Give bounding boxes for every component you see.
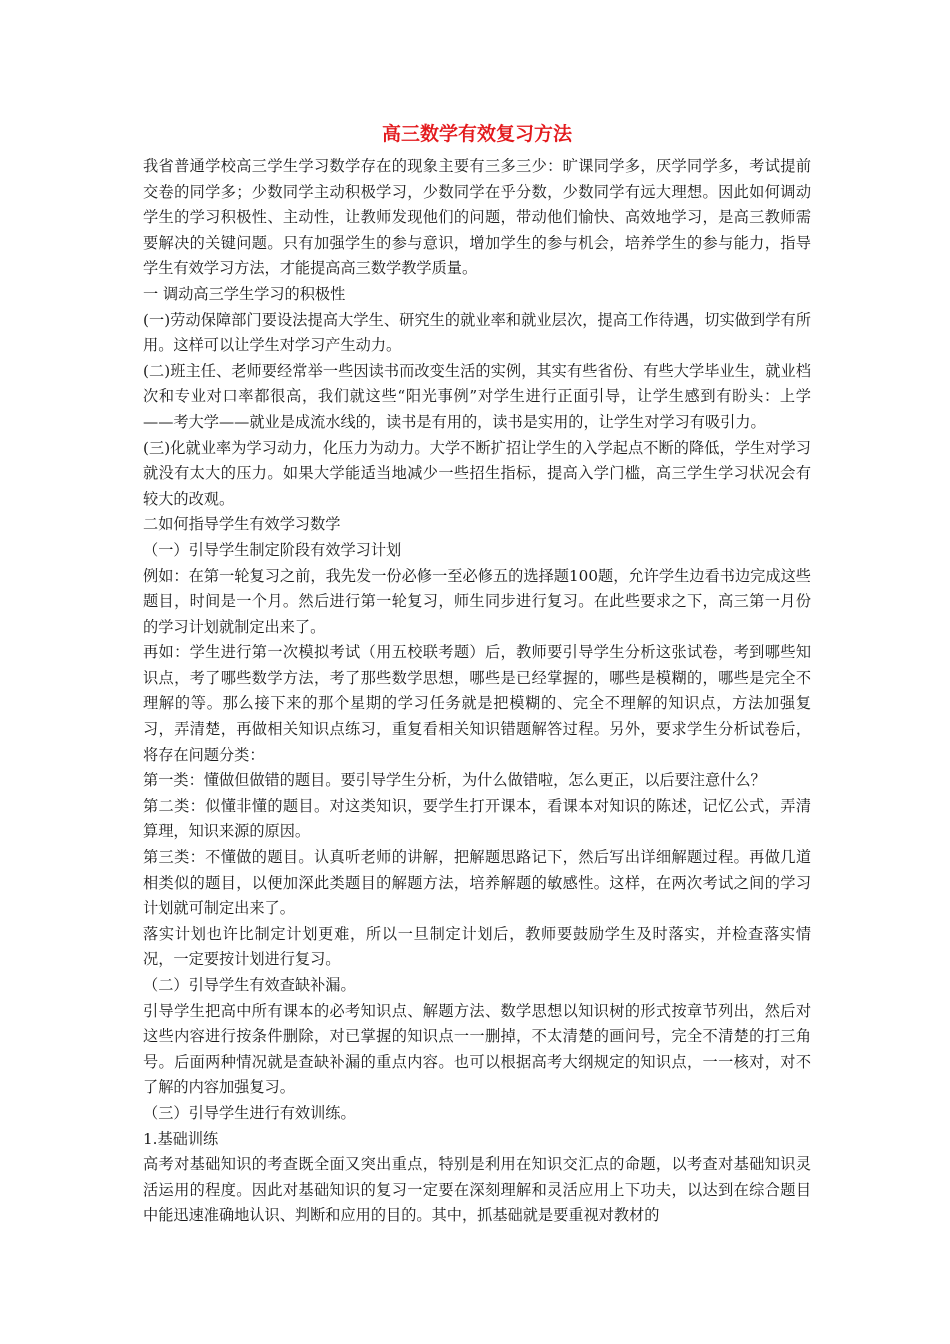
section-heading-1: 一 调动高三学生学习的积极性	[143, 284, 346, 303]
paragraph-2-1-a: 例如：在第一轮复习之前，我先发一份必修一至必修五的选择题100题，允许学生边看书边完成这些题目，时间是一个月。然后进行第一轮复习，师生同步进行复习。在此些要求之下，高三第一月份的学习计划就制定出来了。	[143, 566, 811, 636]
paragraph-2-1-c: 落实计划也许比制定计划更难，所以一旦制定计划后，教师要鼓励学生及时落实，并检查落实情况，一定要按计划进行复习。	[143, 924, 811, 969]
subheading-2-2: （二）引导学生有效查缺补漏。	[143, 976, 356, 994]
numbered-heading-1: 1.基础训练	[143, 1129, 219, 1148]
subheading-2-3: （三）引导学生进行有效训练。	[143, 1103, 356, 1122]
document-title: 高三数学有效复习方法	[381, 123, 572, 145]
paragraph-2-3-1: 高考对基础知识的考查既全面又突出重点，特别是利用在知识交汇点的命题，以考查对基础知识灵活运用的程度。因此对基础知识的复习一定要在深刻理解和灵活应用上下功夫，以达到在综合题目中能迅速准确地认识、判断和应用的目的。其中，抓基础就是要重视对教材的	[143, 1155, 811, 1225]
document-page	[143, 118, 811, 1229]
subheading-2-1: （一）引导学生制定阶段有效学习计划	[143, 540, 402, 559]
paragraph-1-2: (二)班主任、老师要经常举一些因读书而改变生活的实例，其实有些省份、有些大学毕业生，就业档次和专业对口率都很高，我们就这些“阳光事例”对学生进行正面引导，让学生感到有盼头：上学——考大学——就业是成流水线的，读书是有用的，读书是实用的，让学生对学习有吸引力。	[143, 361, 811, 431]
paragraph-2-1-b: 再如：学生进行第一次模拟考试（用五校联考题）后，教师要引导学生分析这张试卷，考到哪些知识点，考了哪些数学方法，考了那些数学思想，哪些是已经掌握的，哪些是模糊的，哪些是完全不理解的等。那么接下来的那个星期的学习任务就是把模糊的、完全不理解的知识点，方法加强复习，弄清楚，再做相关知识点练习，重复看相关知识错题解答过程。另外，要求学生分析试卷后，将存在问题分类：	[143, 643, 811, 764]
section-heading-2: 二如何指导学生有效学习数学	[143, 515, 341, 534]
paragraph-1-1: (一)劳动保障部门要设法提高大学生、研究生的就业率和就业层次，提高工作待遇，切实做到学有所用。这样可以让学生对学习产生动力。	[143, 310, 811, 355]
paragraph-1-3: (三)化就业率为学习动力，化压力为动力。大学不断扩招让学生的入学起点不断的降低，学生对学习就没有太大的压力。如果大学能适当地减少一些招生指标，提高入学门槛，高三学生学习状况会有较大的改观。	[143, 438, 811, 508]
category-3: 第三类：不懂做的题目。认真听老师的讲解，把解题思路记下，然后写出详细解题过程。再做几道相类似的题目，以便加深此类题目的解题方法，培养解题的敏感性。这样，在两次考试之间的学习计划就可制定出来了。	[143, 848, 811, 918]
category-1: 第一类：懂做但做错的题目。要引导学生分析，为什么做错啦，怎么更正，以后要注意什么？	[143, 771, 766, 790]
paragraph-2-2: 引导学生把高中所有课本的必考知识点、解题方法、数学思想以知识树的形式按章节列出，然后对这些内容进行按条件删除，对已掌握的知识点一一删掉，不太清楚的画问号，完全不清楚的打三角号。后面两种情况就是查缺补漏的重点内容。也可以根据高考大纲规定的知识点，一一核对，对不了解的内容加强复习。	[143, 1001, 811, 1097]
category-2: 第二类：似懂非懂的题目。对这类知识，要学生打开课本，看课本对知识的陈述，记忆公式，弄清算理，知识来源的原因。	[143, 796, 811, 841]
intro-paragraph: 我省普通学校高三学生学习数学存在的现象主要有三多三少：旷课同学多，厌学同学多，考试提前交卷的同学多；少数同学主动积极学习，少数同学在乎分数，少数同学有远大理想。因此如何调动学生的学习积极性、主动性，让教师发现他们的问题，带动他们愉快、高效地学习，是高三教师需要解决的关键问题。只有加强学生的参与意识，增加学生的参与机会，培养学生的参与能力，指导学生有效学习方法，才能提高高三数学教学质量。	[143, 157, 811, 278]
